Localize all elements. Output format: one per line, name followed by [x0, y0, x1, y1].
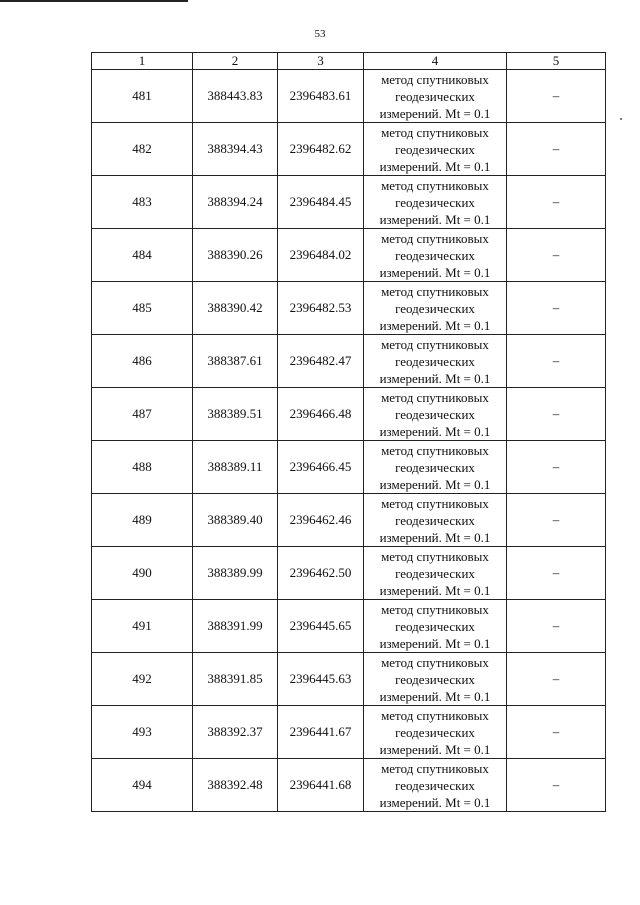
point-number-cell: 482 — [92, 123, 193, 176]
method-line: геодезических — [395, 777, 475, 793]
column-header-4: 4 — [364, 53, 507, 70]
method-line: метод спутниковых — [381, 71, 489, 87]
method-cell — [364, 547, 507, 600]
margin-speck — [620, 118, 622, 120]
x-coordinate-cell: 388389.11 — [193, 441, 278, 494]
method-cell — [364, 176, 507, 229]
table-row — [92, 70, 606, 123]
x-coordinate-cell: 388390.42 — [193, 282, 278, 335]
method-line: геодезических — [395, 141, 475, 157]
note-cell: – — [507, 335, 606, 388]
method-line: метод спутниковых — [381, 442, 489, 458]
method-cell — [364, 441, 507, 494]
method-line: измерений. Mt = 0.1 — [379, 476, 491, 492]
y-coordinate-cell: 2396441.67 — [278, 706, 364, 759]
method-line: измерений. Mt = 0.1 — [379, 635, 491, 651]
method-line: метод спутниковых — [381, 336, 489, 352]
x-coordinate-cell: 388394.24 — [193, 176, 278, 229]
y-coordinate-cell: 2396462.50 — [278, 547, 364, 600]
scan-edge-bar — [0, 0, 188, 2]
note-cell: – — [507, 759, 606, 812]
note-cell: – — [507, 388, 606, 441]
method-line: геодезических — [395, 618, 475, 634]
y-coordinate-cell: 2396445.65 — [278, 600, 364, 653]
column-header-2: 2 — [193, 53, 278, 70]
point-number-cell: 494 — [92, 759, 193, 812]
method-line: метод спутниковых — [381, 601, 489, 617]
method-line: метод спутниковых — [381, 760, 489, 776]
method-line: измерений. Mt = 0.1 — [379, 317, 491, 333]
y-coordinate-cell: 2396462.46 — [278, 494, 364, 547]
point-number-cell: 489 — [92, 494, 193, 547]
method-cell — [364, 388, 507, 441]
table-row — [92, 388, 606, 441]
y-coordinate-cell: 2396482.47 — [278, 335, 364, 388]
method-line: измерений. Mt = 0.1 — [379, 741, 491, 757]
method-line: метод спутниковых — [381, 389, 489, 405]
note-cell: – — [507, 706, 606, 759]
method-cell — [364, 282, 507, 335]
point-number-cell: 485 — [92, 282, 193, 335]
column-header-5: 5 — [507, 53, 606, 70]
method-line: геодезических — [395, 406, 475, 422]
x-coordinate-cell: 388389.40 — [193, 494, 278, 547]
x-coordinate-cell: 388389.51 — [193, 388, 278, 441]
method-line: метод спутниковых — [381, 283, 489, 299]
method-line: геодезических — [395, 459, 475, 475]
method-line: геодезических — [395, 565, 475, 581]
note-cell: – — [507, 600, 606, 653]
method-line: метод спутниковых — [381, 177, 489, 193]
table-row — [92, 335, 606, 388]
point-number-cell: 492 — [92, 653, 193, 706]
note-cell: – — [507, 229, 606, 282]
note-cell: – — [507, 441, 606, 494]
table-row — [92, 653, 606, 706]
method-line: измерений. Mt = 0.1 — [379, 211, 491, 227]
page-number: 53 — [314, 28, 326, 40]
method-cell — [364, 653, 507, 706]
column-header-3: 3 — [278, 53, 364, 70]
method-line: метод спутниковых — [381, 495, 489, 511]
x-coordinate-cell: 388389.99 — [193, 547, 278, 600]
method-line: метод спутниковых — [381, 230, 489, 246]
table-row — [92, 229, 606, 282]
method-line: геодезических — [395, 353, 475, 369]
table-row — [92, 441, 606, 494]
x-coordinate-cell: 388392.48 — [193, 759, 278, 812]
column-header-1: 1 — [92, 53, 193, 70]
y-coordinate-cell: 2396441.68 — [278, 759, 364, 812]
point-number-cell: 481 — [92, 70, 193, 123]
method-cell — [364, 229, 507, 282]
point-number-cell: 493 — [92, 706, 193, 759]
table-row — [92, 176, 606, 229]
point-number-cell: 484 — [92, 229, 193, 282]
y-coordinate-cell: 2396466.48 — [278, 388, 364, 441]
method-cell — [364, 123, 507, 176]
method-line: геодезических — [395, 671, 475, 687]
point-number-cell: 490 — [92, 547, 193, 600]
x-coordinate-cell: 388391.85 — [193, 653, 278, 706]
method-cell — [364, 706, 507, 759]
x-coordinate-cell: 388391.99 — [193, 600, 278, 653]
note-cell: – — [507, 494, 606, 547]
coordinates-table — [91, 52, 606, 812]
method-line: измерений. Mt = 0.1 — [379, 582, 491, 598]
point-number-cell: 491 — [92, 600, 193, 653]
x-coordinate-cell: 388443.83 — [193, 70, 278, 123]
method-line: геодезических — [395, 88, 475, 104]
method-cell — [364, 600, 507, 653]
x-coordinate-cell: 388392.37 — [193, 706, 278, 759]
y-coordinate-cell: 2396483.61 — [278, 70, 364, 123]
y-coordinate-cell: 2396482.53 — [278, 282, 364, 335]
x-coordinate-cell: 388394.43 — [193, 123, 278, 176]
method-line: измерений. Mt = 0.1 — [379, 105, 491, 121]
method-line: метод спутниковых — [381, 707, 489, 723]
y-coordinate-cell: 2396484.45 — [278, 176, 364, 229]
note-cell: – — [507, 547, 606, 600]
method-cell — [364, 335, 507, 388]
method-line: геодезических — [395, 247, 475, 263]
table-row — [92, 547, 606, 600]
table-row — [92, 494, 606, 547]
method-line: геодезических — [395, 512, 475, 528]
note-cell: – — [507, 123, 606, 176]
point-number-cell: 486 — [92, 335, 193, 388]
method-cell — [364, 759, 507, 812]
method-cell — [364, 494, 507, 547]
note-cell: – — [507, 70, 606, 123]
y-coordinate-cell: 2396484.02 — [278, 229, 364, 282]
note-cell: – — [507, 282, 606, 335]
method-line: измерений. Mt = 0.1 — [379, 370, 491, 386]
note-cell: – — [507, 653, 606, 706]
method-line: метод спутниковых — [381, 548, 489, 564]
method-line: метод спутниковых — [381, 654, 489, 670]
x-coordinate-cell: 388387.61 — [193, 335, 278, 388]
table-row — [92, 706, 606, 759]
point-number-cell: 488 — [92, 441, 193, 494]
table-row — [92, 600, 606, 653]
table-row — [92, 759, 606, 812]
table-header-row — [92, 53, 606, 70]
note-cell: – — [507, 176, 606, 229]
method-line: измерений. Mt = 0.1 — [379, 158, 491, 174]
method-line: измерений. Mt = 0.1 — [379, 423, 491, 439]
method-line: метод спутниковых — [381, 124, 489, 140]
point-number-cell: 487 — [92, 388, 193, 441]
table-row — [92, 282, 606, 335]
y-coordinate-cell: 2396482.62 — [278, 123, 364, 176]
method-line: геодезических — [395, 300, 475, 316]
method-line: геодезических — [395, 724, 475, 740]
method-line: измерений. Mt = 0.1 — [379, 264, 491, 280]
method-line: геодезических — [395, 194, 475, 210]
y-coordinate-cell: 2396445.63 — [278, 653, 364, 706]
method-line: измерений. Mt = 0.1 — [379, 688, 491, 704]
table-row — [92, 123, 606, 176]
method-cell — [364, 70, 507, 123]
method-line: измерений. Mt = 0.1 — [379, 794, 491, 810]
point-number-cell: 483 — [92, 176, 193, 229]
y-coordinate-cell: 2396466.45 — [278, 441, 364, 494]
method-line: измерений. Mt = 0.1 — [379, 529, 491, 545]
x-coordinate-cell: 388390.26 — [193, 229, 278, 282]
